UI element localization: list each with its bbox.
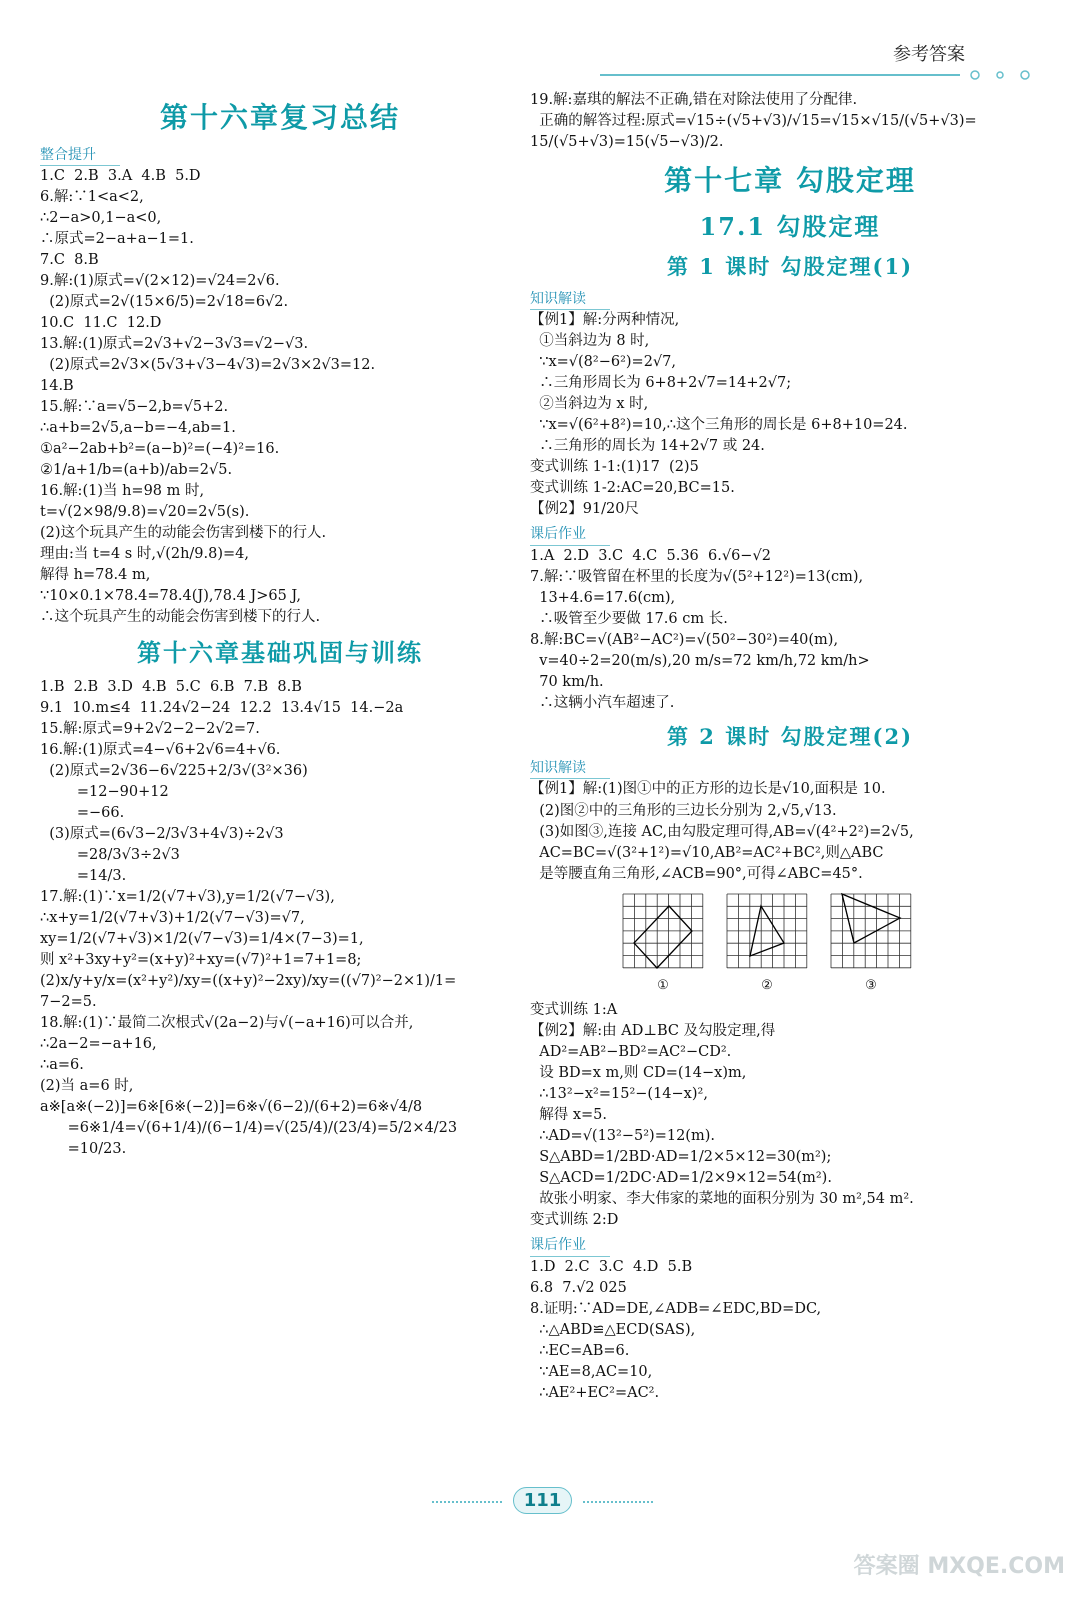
answer-line: 1.A 2.D 3.C 4.C 5.36 6.√6−√2 [530, 547, 771, 564]
answer-line: 15.解:原式=9+2√2−2−2√2=7. [40, 721, 260, 738]
answer-line: ∴a=6. [40, 1057, 84, 1074]
answer-line: 解得 h=78.4 m, [40, 567, 151, 584]
grid-diagram [724, 891, 810, 971]
page-number: 111 [513, 1487, 573, 1514]
answer-line: =6※1/4=√(6+1/4)/(6−1/4)=√(25/4)/(23/4)=5/2×4/23 [40, 1120, 458, 1137]
grid-figure [620, 891, 706, 997]
answer-line: (3)原式=(6√3−2/3√3+4√3)÷2√3 [40, 826, 284, 843]
answer-line: 8.解:BC=√(AB²−AC²)=√(50²−30²)=40(m), [530, 631, 839, 648]
answer-line: 9.解:(1)原式=√(2×12)=√24=2√6. [40, 272, 280, 289]
answer-line: 15.解:∵a=√5−2,b=√5+2. [40, 399, 229, 416]
figure-caption: ② [761, 978, 773, 994]
left-column [40, 90, 520, 1160]
section-tag: 知识解读 [530, 758, 610, 779]
answer-line: ②当斜边为 x 时, [530, 396, 649, 413]
answer-line: 1.B 2.B 3.D 4.B 5.C 6.B 7.B 8.B [40, 679, 302, 696]
answer-line: 【例2】91/20尺 [530, 501, 640, 518]
answer-line: 变式训练 1:A [530, 1002, 618, 1019]
answer-line: 解得 x=5. [530, 1107, 607, 1124]
answer-line: ①a²−2ab+b²=(a−b)²=(−4)²=16. [40, 441, 280, 458]
answer-line: v=40÷2=20(m/s),20 m/s=72 km/h,72 km/h> [530, 652, 870, 669]
answer-line: 【例2】解:由 AD⊥BC 及勾股定理,得 [530, 1023, 776, 1040]
answer-line: 18.解:(1)∵最简二次根式√(2a−2)与√(−a+16)可以合并, [40, 1015, 414, 1032]
answer-line: ∴a+b=2√5,a−b=−4,ab=1. [40, 420, 236, 437]
answer-line: 正确的解答过程:原式=√15÷(√5+√3)/√15=√15×√15/(√5+√3)= [530, 113, 977, 130]
answer-line: 变式训练 1-1:(1)17 (2)5 [530, 459, 699, 476]
answer-line: 故张小明家、李大伟家的菜地的面积分别为 30 m²,54 m². [530, 1191, 914, 1208]
answer-line: ∴13²−x²=15²−(14−x)², [530, 1086, 708, 1103]
answer-line: ∴这辆小汽车超速了. [530, 694, 675, 711]
answer-line: 则 x²+3xy+y²=(x+y)²+xy=(√7)²+1=7+1=8; [40, 952, 362, 969]
section-heading: 第 1 课时 勾股定理(1) [666, 254, 914, 280]
answer-line: ∴AE²+EC²=AC². [530, 1384, 660, 1401]
answer-line: 10.C 11.C 12.D [40, 315, 162, 331]
section-heading: 第十六章基础巩固与训练 [137, 638, 423, 668]
section-heading: 第十七章 勾股定理 [664, 164, 916, 198]
answer-line: S△ACD=1/2DC·AD=1/2×9×12=54(m²). [530, 1170, 832, 1187]
figure-caption: ③ [865, 978, 877, 994]
answer-line: 70 km/h. [530, 673, 604, 690]
right-column [530, 90, 1050, 1404]
answer-line: ∴三角形的周长为 14+2√7 或 24. [530, 438, 765, 455]
answer-line: 13+4.6=17.6(cm), [530, 589, 676, 606]
answer-line: ∴吸管至少要做 17.6 cm 长. [530, 610, 728, 627]
answer-line: 6.解:∵1<a<2, [40, 188, 144, 205]
answer-line: 【例1】解:分两种情况, [530, 312, 680, 329]
answer-line: (2)x/y+y/x=(x²+y²)/xy=((x+y)²−2xy)/xy=((√7)²−2×1)/1= [40, 973, 457, 990]
answer-line: =28/3√3÷2√3 [40, 847, 180, 864]
answer-line: 14.B [40, 378, 74, 395]
header-title: 参考答案 [893, 44, 965, 65]
section-heading: 第 2 课时 勾股定理(2) [666, 723, 914, 749]
answer-line: =10/23. [40, 1141, 127, 1158]
answer-line: 设 BD=x m,则 CD=(14−x)m, [530, 1065, 747, 1082]
section-tag: 课后作业 [530, 524, 610, 545]
answer-line: ∴EC=AB=6. [530, 1342, 630, 1359]
section-tag: 课后作业 [530, 1235, 610, 1256]
section-tag: 知识解读 [530, 289, 610, 310]
answer-line: 15/(√5+√3)=15(√5−√3)/2. [530, 134, 724, 151]
answer-line: 6.8 7.√2 025 [530, 1279, 627, 1296]
answer-line: (2)当 a=6 时, [40, 1078, 134, 1095]
answer-line: (2)图②中的三角形的三边长分别为 2,√5,√13. [530, 802, 837, 819]
answer-line: 16.解:(1)当 h=98 m 时, [40, 483, 205, 500]
answer-line: ∴这个玩具产生的动能会伤害到楼下的行人. [40, 609, 321, 626]
answer-line: xy=1/2(√7+√3)×1/2(√7−√3)=1/4×(7−3)=1, [40, 931, 364, 948]
answer-line: 【例1】解:(1)图①中的正方形的边长是√10,面积是 10. [530, 781, 886, 798]
answer-line: 19.解:嘉琪的解法不正确,错在对除法使用了分配律. [530, 92, 858, 108]
section-heading: 第十六章复习总结 [159, 101, 400, 134]
answer-line: 1.D 2.C 3.C 4.D 5.B [530, 1258, 693, 1275]
grid-diagram [620, 891, 706, 971]
answer-line: 是等腰直角三角形,∠ACB=90°,可得∠ABC=45°. [530, 865, 863, 882]
section-heading: 17.1 勾股定理 [699, 211, 881, 241]
answer-line: (2)这个玩具产生的动能会伤害到楼下的行人. [40, 525, 327, 542]
answer-line: =12−90+12 [40, 784, 169, 801]
answer-line: AD²=AB²−BD²=AC²−CD². [530, 1044, 732, 1061]
grid-diagram [828, 891, 914, 971]
answer-line: 理由:当 t=4 s 时,√(2h/9.8)=4, [40, 546, 250, 563]
answer-line: 9.1 10.m≤4 11.24√2−24 12.2 13.4√15 14.−2a [40, 700, 404, 717]
answer-line: ∴△ABD≌△ECD(SAS), [530, 1321, 696, 1338]
answer-line: ∴AD=√(13²−5²)=12(m). [530, 1128, 715, 1145]
answer-line: ∴三角形周长为 6+8+2√7=14+2√7; [530, 375, 792, 392]
figure-caption: ① [657, 978, 669, 994]
answer-line: (2)原式=2√(15×6/5)=2√18=6√2. [40, 293, 289, 310]
answer-line: =14/3. [40, 868, 127, 885]
answer-line: ∵x=√(6²+8²)=10,∴这个三角形的周长是 6+8+10=24. [530, 417, 908, 434]
header-decoration [600, 70, 1040, 80]
answer-line: ∵AE=8,AC=10, [530, 1363, 653, 1380]
answer-line: ∴x+y=1/2(√7+√3)+1/2(√7−√3)=√7, [40, 910, 305, 927]
page-footer [0, 1487, 1085, 1514]
answer-line: 17.解:(1)∵x=1/2(√7+√3),y=1/2(√7−√3), [40, 889, 335, 906]
answer-line: 变式训练 2:D [530, 1212, 619, 1229]
answer-line: ∵x=√(8²−6²)=2√7, [530, 354, 676, 371]
answer-line: =−66. [40, 805, 125, 822]
answer-line: 8.证明:∵AD=DE,∠ADB=∠EDC,BD=DC, [530, 1300, 822, 1317]
answer-line: (2)原式=2√3×(5√3+√3−4√3)=2√3×2√3=12. [40, 357, 376, 374]
answer-line: ∵10×0.1×78.4=78.4(J),78.4 J>65 J, [40, 588, 301, 605]
answer-line: 1.C 2.B 3.A 4.B 5.D [40, 167, 201, 184]
answer-line: 13.解:(1)原式=2√3+√2−3√3=√2−√3. [40, 336, 309, 353]
grid-figure [828, 891, 914, 997]
answer-line: 16.解:(1)原式=4−√6+2√6=4+√6. [40, 742, 281, 759]
answer-line: ①当斜边为 8 时, [530, 333, 650, 350]
grid-figures [620, 891, 1050, 997]
answer-line: a※[a※(−2)]=6※[6※(−2)]=6※√(6−2)/(6+2)=6※√4/8 [40, 1099, 423, 1116]
answer-line: ∴2−a>0,1−a<0, [40, 209, 162, 226]
answer-line: (3)如图③,连接 AC,由勾股定理可得,AB=√(4²+2²)=2√5, [530, 823, 914, 840]
answer-line: S△ABD=1/2BD·AD=1/2×5×12=30(m²); [530, 1149, 832, 1166]
answer-line: ∴2a−2=−a+16, [40, 1036, 157, 1053]
answer-line: AC=BC=√(3²+1²)=√10,AB²=AC²+BC²,则△ABC [530, 844, 884, 861]
answer-line: ②1/a+1/b=(a+b)/ab=2√5. [40, 462, 233, 479]
answer-line: 7.解:∵吸管留在杯里的长度为√(5²+12²)=13(cm), [530, 568, 864, 585]
answer-line: 7.C 8.B [40, 251, 99, 268]
answer-line: 变式训练 1-2:AC=20,BC=15. [530, 480, 735, 497]
section-tag: 整合提升 [40, 145, 120, 166]
answer-line: ∴原式=2−a+a−1=1. [40, 230, 194, 247]
grid-figure [724, 891, 810, 997]
answer-line: t=√(2×98/9.8)=√20=2√5(s). [40, 504, 250, 521]
answer-line: (2)原式=2√36−6√225+2/3√(3²×36) [40, 763, 308, 780]
answer-line: 7−2=5. [40, 994, 97, 1011]
watermark: 答案圈 MXQE.COM [853, 1554, 1065, 1579]
